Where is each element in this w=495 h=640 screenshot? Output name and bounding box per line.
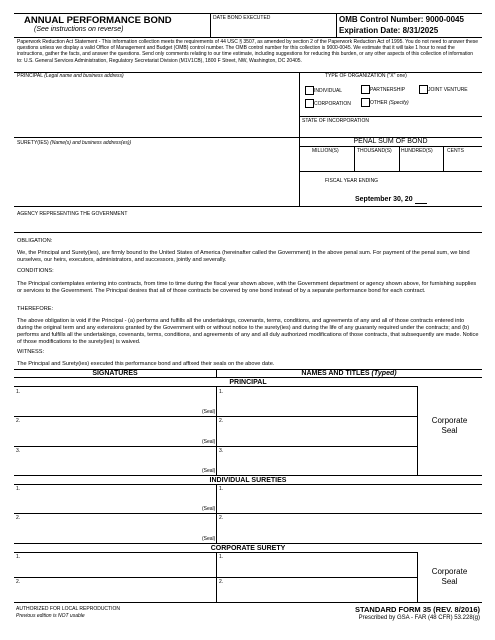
date-executed-label: DATE BOND EXECUTED [213, 15, 271, 21]
header-bottom-border [14, 37, 482, 38]
seal-label: (Seal) [202, 409, 216, 415]
row-number: 3. [16, 448, 21, 454]
seal-label: (Seal) [202, 439, 216, 445]
obligation-text: We, the Principal and Surety(ies), are firmly bound to the United States of America (hereinafter called the Government) in the above penal sum. For payment of the penal sum, we bind ourselves, our heirs, executors, administrators, and successors, jointly and severally. [17, 250, 470, 263]
thousands-input[interactable] [357, 156, 397, 168]
row-number: 2. [16, 515, 21, 521]
individual-sureties-heading: INDIVIDUAL SURETIES [209, 477, 287, 484]
row-number: 1. [219, 389, 224, 395]
org-type-label: TYPE OF ORGANIZATION ("X" one) [325, 73, 407, 79]
individual-checkbox[interactable] [305, 86, 314, 95]
previous-edition-note: Previous edition is NOT usable [16, 613, 85, 619]
row-number: 2. [219, 515, 224, 521]
corporate-seal-surety: Corporate Seal [431, 567, 468, 586]
table-divider [14, 577, 417, 578]
form-title: ANNUAL PERFORMANCE BOND [24, 15, 172, 26]
agency-label: AGENCY REPRESENTING THE GOVERNMENT [17, 211, 128, 217]
fiscal-year-value: September 30, 20 [355, 196, 413, 203]
hundreds-input[interactable] [402, 156, 441, 168]
row-number: 2. [16, 579, 21, 585]
obligation-heading: OBLIGATION: [17, 238, 53, 244]
form-subtitle: (See instructions on reverse) [34, 26, 124, 33]
section-divider [299, 171, 482, 172]
penal-divider [354, 146, 355, 171]
seal-label: (Seal) [202, 536, 216, 542]
form-top-border [14, 13, 482, 14]
row-number: 2. [16, 418, 21, 424]
penal-divider [443, 146, 444, 171]
agency-input[interactable] [17, 218, 477, 230]
table-bottom-border [14, 602, 482, 603]
surety-signature-1[interactable] [24, 486, 194, 510]
fiscal-year-label: FISCAL YEAR ENDING [325, 178, 379, 184]
row-number: 1. [219, 554, 224, 560]
individual-label: INDIVIDUAL [314, 88, 343, 94]
date-executed-input[interactable] [213, 23, 333, 34]
corporate-name-2[interactable] [227, 579, 413, 599]
witness-text: The Principal and Surety(ies) executed this performance bond and affixed their seals on the above date. [17, 361, 275, 367]
partnership-label: PARTNERSHIP [370, 87, 406, 93]
principal-input[interactable] [17, 81, 295, 137]
therefore-text: The above obligation is void if the Principal - (a) performs and fulfills all the undertakings, covenants, terms, conditions, and agreements of any and all of those contracts entered into during the original term and any extensions granted by the Government with or without notice to the surety(ies) and during the life of any guaranty required under the contracts; and (b) performs and fulfills all the undertakings, covenants, terms, conditions, and agreements of any and all duly authorized modifications of those contracts, that subsequently are made. Notice of those modifications to the surety(ies) is waived. [17, 318, 479, 345]
cents-label: CENTS [447, 148, 464, 154]
row-number: 1. [16, 554, 21, 560]
standard-form-number: STANDARD FORM 35 (REV. 8/2016) [354, 605, 480, 614]
section-divider [14, 206, 482, 207]
authorized-reproduction: AUTHORIZED FOR LOCAL REPRODUCTION [16, 606, 120, 612]
expiration-date: Expiration Date: 8/31/2025 [339, 26, 439, 35]
section-divider [299, 116, 482, 117]
corporate-surety-heading: CORPORATE SURETY [210, 545, 286, 552]
principal-signature-3[interactable] [24, 448, 194, 472]
penal-divider [399, 146, 400, 171]
row-number: 3. [219, 448, 224, 454]
conditions-text: The Principal contemplates entering into contracts, from time to time during the fiscal year shown above, with the Government department or agency shown above, for furnishing supplies or services to the Government. The Principal desires that all of those contracts be covered by one bond instead of by a separate performance bond for each contract. [17, 281, 477, 294]
surety-signature-2[interactable] [24, 515, 194, 539]
row-number: 2. [219, 579, 224, 585]
table-divider [216, 386, 217, 475]
prescribed-by: Prescribed by GSA - FAR (48 CFR) 53.228(g) [358, 615, 480, 621]
corporate-seal-principal: Corporate Seal [431, 416, 468, 435]
witness-heading: WITNESS: [17, 349, 45, 355]
table-divider [14, 377, 482, 378]
seal-label: (Seal) [202, 468, 216, 474]
sureties-input[interactable] [17, 148, 295, 204]
joint-venture-checkbox[interactable] [419, 85, 428, 94]
principal-signature-2[interactable] [24, 418, 194, 442]
conditions-heading: CONDITIONS: [17, 268, 54, 274]
corporate-signature-2[interactable] [24, 579, 194, 599]
header-divider [336, 13, 337, 37]
row-number: 1. [219, 486, 224, 492]
row-number: 2. [219, 418, 224, 424]
table-divider [14, 446, 417, 447]
corporate-signature-1[interactable] [24, 554, 194, 574]
section-divider [14, 232, 482, 233]
penal-sum-label: PENAL SUM OF BOND [353, 138, 428, 145]
hundreds-label: HUNDRED(S) [401, 148, 433, 154]
row-number: 1. [16, 486, 21, 492]
principal-heading: PRINCIPAL [229, 379, 267, 386]
seal-label: (Seal) [202, 506, 216, 512]
principal-name-title-2[interactable] [227, 418, 413, 442]
millions-label: MILLION(S) [312, 148, 339, 154]
row-number: 1. [16, 389, 21, 395]
fiscal-year-input[interactable] [415, 196, 427, 204]
other-label: OTHER (Specify) [370, 100, 409, 106]
surety-name-2[interactable] [227, 515, 477, 539]
partnership-checkbox[interactable] [361, 85, 370, 94]
principal-name-title-1[interactable] [227, 388, 413, 412]
header-divider [210, 13, 211, 37]
principal-label: PRINCIPAL (Legal name and business address) [17, 73, 124, 79]
cents-input[interactable] [446, 156, 480, 168]
paperwork-statement: Paperwork Reduction Act Statement - This information collection meets the requirements of 44 USC § 3507, as amended by section 2 of the Paperwork Reduction Act of 1995. You do not need to answer these questions unless we display a valid Office of Management and Budget (OMB) control number. The OMB control number for this collection is 9000-0045. We estimate that it will take 1 hour to read the instructions, gather the facts, and answer the questions. Send only comments relating to our time estimate, including suggestions for reducing this burden, or any other aspects of this collection of information to: U.S. General Services Administration, Regulatory Secretariat Division (M1V1CB), 1800 F Street, NW, Washington, DC 20405. [17, 39, 479, 64]
corporate-name-1[interactable] [227, 554, 413, 574]
principal-name-title-3[interactable] [227, 448, 413, 472]
omb-control-number: OMB Control Number: 9000-0045 [339, 15, 464, 24]
table-divider [14, 416, 417, 417]
corporation-label: CORPORATION [314, 101, 351, 107]
table-divider [14, 484, 482, 485]
table-divider [14, 475, 482, 476]
table-divider [14, 543, 482, 544]
millions-input[interactable] [302, 156, 352, 168]
principal-signature-1[interactable] [24, 388, 194, 412]
joint-venture-label: JOINT VENTURE [428, 87, 468, 93]
section-divider [299, 146, 482, 147]
sureties-label: SURETY(IES) (Name(s) and business address(es)) [17, 140, 132, 146]
signatures-heading: SIGNATURES [92, 370, 138, 377]
surety-name-1[interactable] [227, 486, 477, 510]
state-incorporation-input[interactable] [302, 125, 478, 135]
table-divider [14, 513, 482, 514]
thousands-label: THOUSAND(S) [357, 148, 392, 154]
state-incorporation-label: STATE OF INCORPORATION [302, 118, 369, 124]
other-checkbox[interactable] [361, 98, 370, 107]
corporation-checkbox[interactable] [305, 99, 314, 108]
names-titles-heading: NAMES AND TITLES (Typed) [301, 370, 397, 377]
therefore-heading: THEREFORE: [17, 306, 54, 312]
